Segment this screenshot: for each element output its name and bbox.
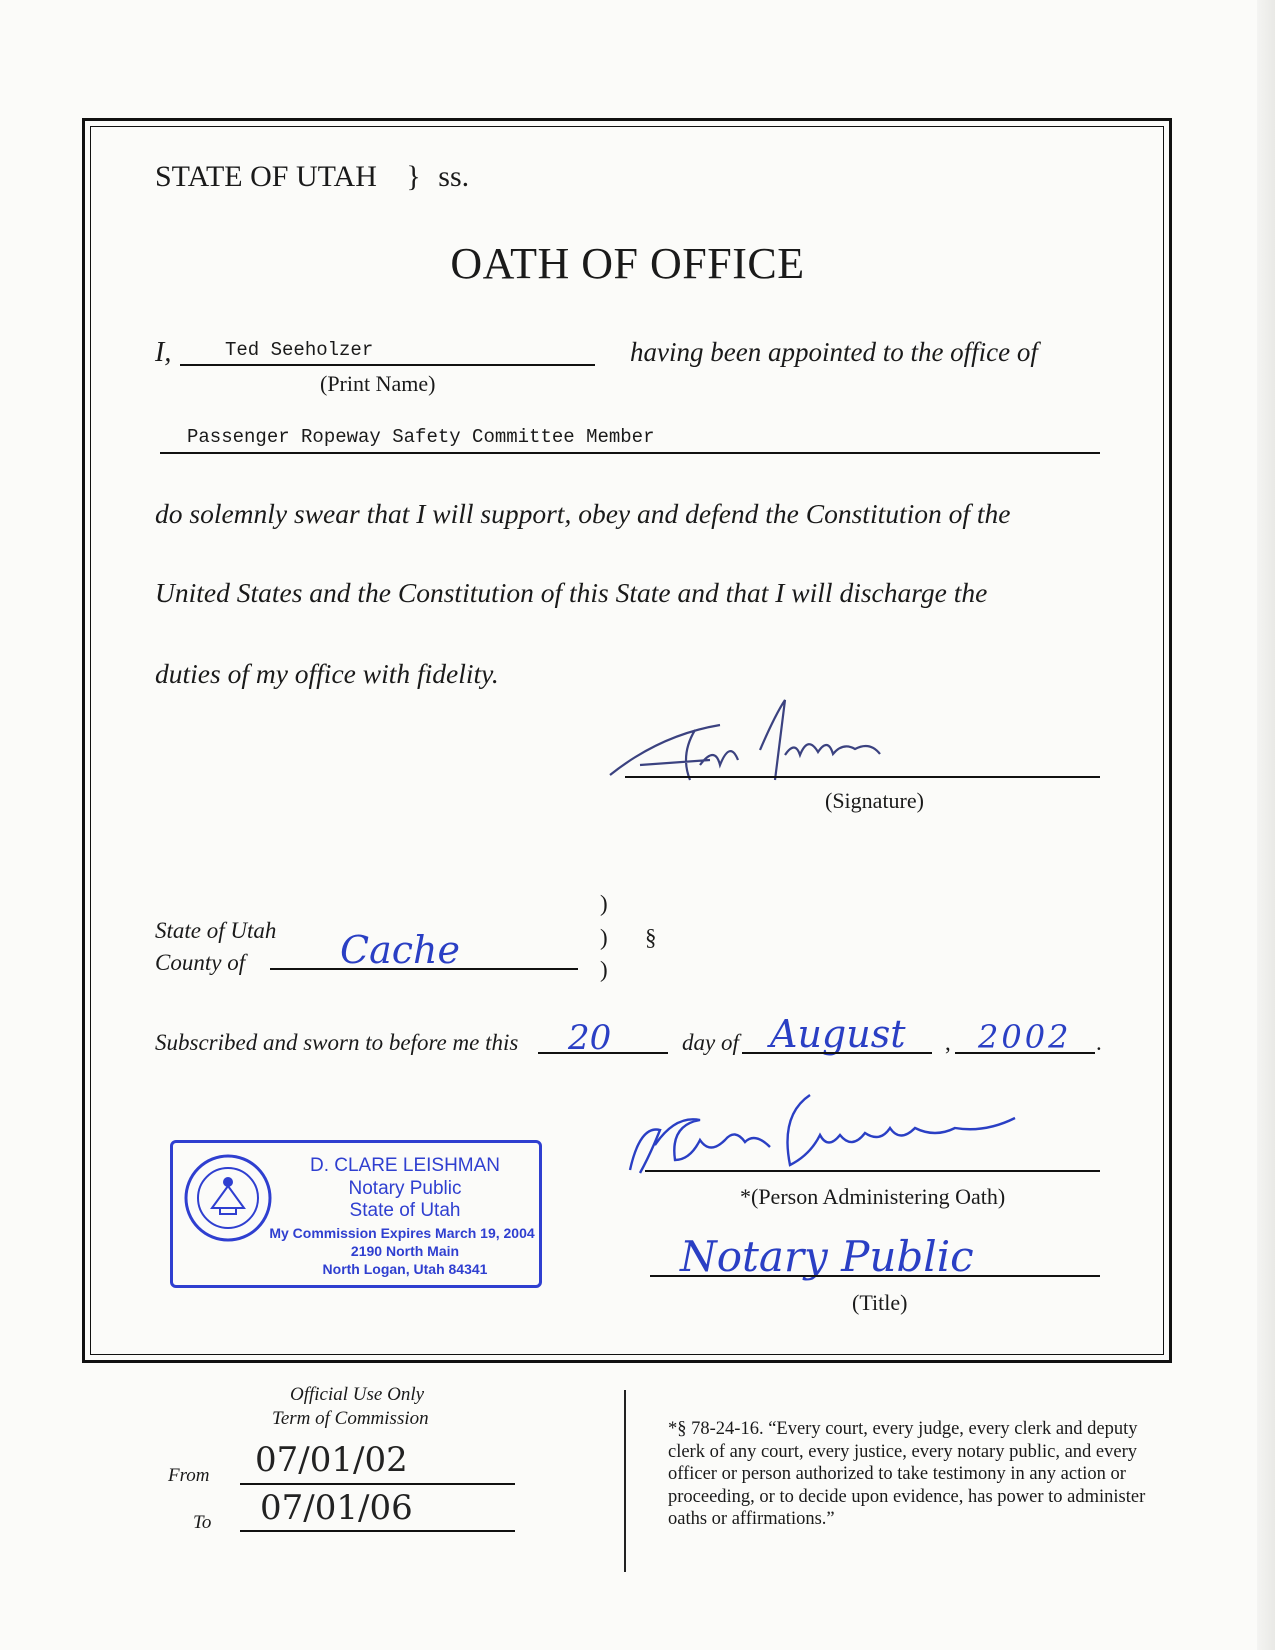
to-value: 07/01/06 bbox=[260, 1488, 413, 1528]
column-divider bbox=[624, 1390, 626, 1572]
scan-edge bbox=[1257, 0, 1275, 1650]
paren-2: ) bbox=[600, 925, 608, 950]
day-of-label: day of bbox=[682, 1030, 739, 1055]
stamp-line-4: 2190 North Main bbox=[350, 1243, 460, 1259]
stamp-line-5: North Logan, Utah 84341 bbox=[322, 1261, 488, 1277]
county-value: Cache bbox=[340, 928, 460, 972]
stamp-line-1: Notary Public bbox=[348, 1178, 462, 1199]
county-label: County of bbox=[155, 950, 246, 975]
appointed-text: having been appointed to the office of bbox=[630, 337, 1038, 367]
sworn-day: 20 bbox=[568, 1018, 612, 1058]
to-line bbox=[240, 1530, 515, 1532]
oath-line-1: do solemnly swear that I will support, obey and defend the Constitution of the bbox=[155, 498, 1011, 529]
state-ss: ss. bbox=[438, 160, 470, 193]
section-symbol: § bbox=[645, 925, 657, 950]
state-header bbox=[155, 160, 469, 194]
month-line bbox=[742, 1052, 932, 1054]
official-use-header: Official Use Only bbox=[290, 1384, 425, 1405]
paren-3: ) bbox=[600, 957, 608, 982]
from-label: From bbox=[168, 1465, 210, 1486]
sworn-month: August bbox=[770, 1012, 906, 1056]
from-value: 07/01/02 bbox=[255, 1440, 408, 1480]
sworn-year: 2002 bbox=[978, 1018, 1072, 1056]
term-of-commission-header: Term of Commission bbox=[272, 1408, 429, 1429]
paren-1: ) bbox=[600, 891, 608, 916]
title-label: (Title) bbox=[852, 1290, 908, 1315]
administering-line bbox=[645, 1170, 1100, 1172]
oath-line-3: duties of my office with fidelity. bbox=[155, 658, 499, 689]
state-seal-icon bbox=[182, 1152, 274, 1244]
print-name-label: (Print Name) bbox=[320, 371, 436, 396]
officer-name: Ted Seeholzer bbox=[225, 339, 374, 361]
statute-note: *§ 78-24-16. “Every court, every judge, every clerk and deputy clerk of any court, every justice, every notary public, and every officer or person authorized to take testimony in any action or proceeding, or to decide upon evidence, has power to administer oaths or affirmations.” bbox=[668, 1419, 1146, 1529]
notary-title-value: Notary Public bbox=[680, 1232, 974, 1281]
county-line bbox=[270, 968, 578, 970]
sworn-comma: , bbox=[945, 1030, 951, 1055]
sworn-period: . bbox=[1096, 1030, 1102, 1055]
stamp-line-3: My Commission Expires March 19, 2004 bbox=[269, 1225, 535, 1241]
title-line bbox=[650, 1275, 1100, 1277]
year-line bbox=[955, 1052, 1095, 1054]
name-line bbox=[180, 364, 595, 366]
to-label: To bbox=[193, 1512, 212, 1533]
state-name: STATE OF UTAH bbox=[155, 160, 377, 193]
stamp-name: D. CLARE LEISHMAN bbox=[309, 1155, 501, 1176]
stamp-line-2: State of Utah bbox=[349, 1200, 461, 1221]
oath-line-2: United States and the Constitution of this State and that I will discharge the bbox=[155, 577, 988, 608]
from-line bbox=[240, 1483, 515, 1485]
signature-line bbox=[625, 776, 1100, 778]
state-brace: } bbox=[406, 160, 421, 193]
i-label: I, bbox=[155, 337, 172, 368]
page-title: OATH OF OFFICE bbox=[450, 239, 805, 288]
state-of-utah-label: State of Utah bbox=[155, 918, 277, 943]
signature-label: (Signature) bbox=[825, 788, 924, 813]
day-line bbox=[538, 1052, 668, 1054]
administering-label: *(Person Administering Oath) bbox=[740, 1184, 1006, 1209]
office-title: Passenger Ropeway Safety Committee Member bbox=[187, 426, 655, 448]
sworn-prefix: Subscribed and sworn to before me this bbox=[155, 1030, 519, 1055]
office-line bbox=[160, 452, 1100, 454]
